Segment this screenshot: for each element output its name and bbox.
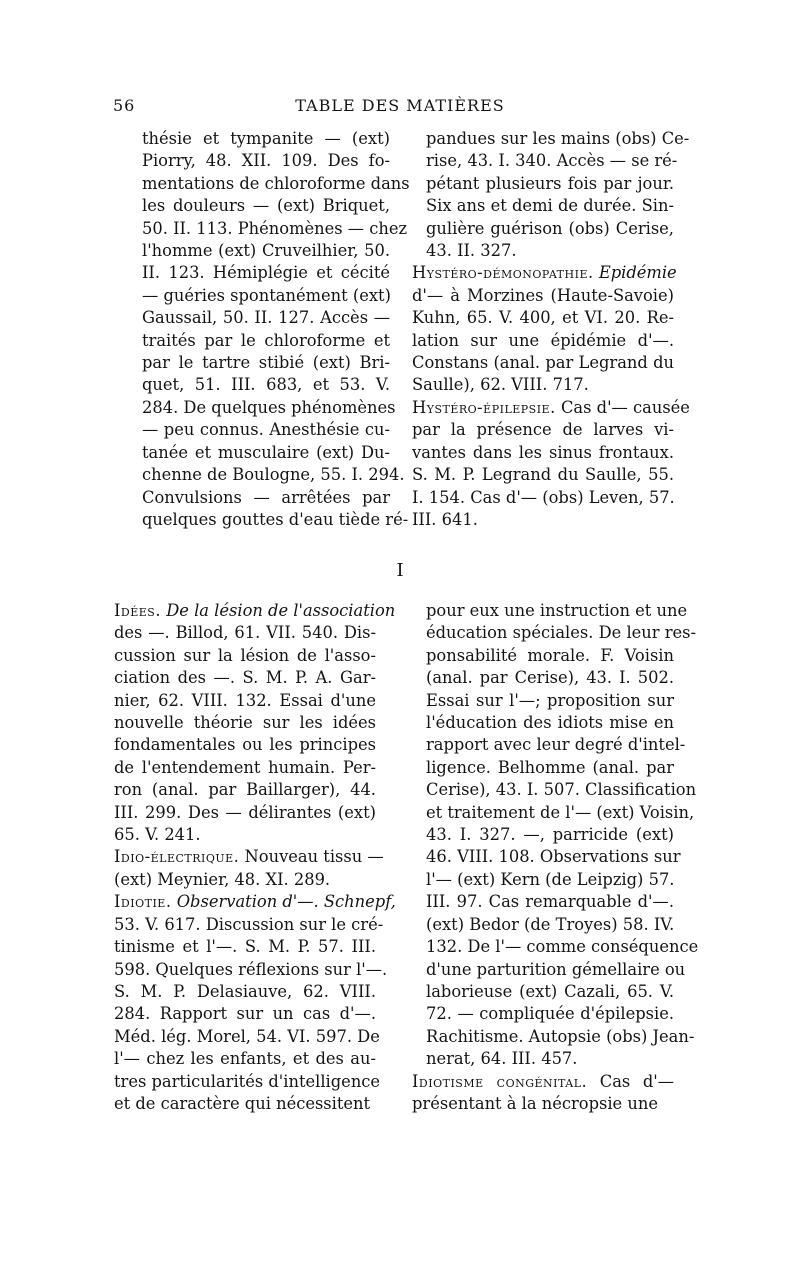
text-line: cussion sur la lésion de l'asso- <box>114 645 376 665</box>
column-bottom-left <box>114 600 396 1115</box>
text-line: 598. Quelques réflexions sur l'—. <box>114 959 388 979</box>
text-line: pétant plusieurs fois par jour. <box>426 173 674 193</box>
text-line: 53. V. 617. Discussion sur le cré- <box>114 914 384 934</box>
text-line: II. 123. Hémiplégie et cécité <box>142 263 390 283</box>
text-line: 284. De quelques phénomènes <box>142 397 396 417</box>
text-line: (anal. par Cerise), 43. I. 502. <box>426 668 674 688</box>
text-line: et de caractère qui nécessitent <box>114 1093 371 1113</box>
text-line: l'éducation des idiots mise en <box>426 713 674 733</box>
text-line: 46. VIII. 108. Observations sur <box>426 847 681 867</box>
column-bottom-right <box>412 600 699 1115</box>
text-line: ron (anal. par Baillarger), 44. <box>114 780 376 800</box>
text-line: traités par le chloroforme et <box>142 330 390 350</box>
text-line: vantes dans les sinus frontaux. <box>412 442 674 462</box>
text-line: III. 641. <box>412 509 478 529</box>
text-line: 43. I. 327. —, parricide (ext) <box>426 825 674 845</box>
text-line: pandues sur les mains (obs) Ce- <box>426 129 690 148</box>
text-line <box>114 846 384 868</box>
entry-idees <box>114 600 396 846</box>
text-line: — guéries spontanément (ext) <box>142 285 391 305</box>
text-line: tanée et musculaire (ext) Du- <box>142 442 390 462</box>
text-line: 72. — compliquée d'épilepsie. <box>426 1004 674 1024</box>
column-top-right <box>412 128 690 531</box>
text-line: rapport avec leur degré d'intel- <box>426 735 686 755</box>
text-line: par le tartre stibié (ext) Bri- <box>142 353 390 373</box>
text-line: S. M. P. Delasiauve, 62. VIII. <box>114 981 376 1001</box>
headword: Idiotisme congénital. <box>412 1071 588 1091</box>
text-line: ponsabilité morale. F. Voisin <box>426 645 674 665</box>
text-line: III. 97. Cas remarquable d'—. <box>426 892 674 912</box>
text-line: d'— à Morzines (Haute-Savoie) <box>412 285 674 305</box>
entry-text: Nouveau tissu — <box>244 847 384 867</box>
text-line: par la présence de larves vi- <box>412 420 674 440</box>
text-line: (ext) Meynier, 48. XI. 289. <box>114 869 331 889</box>
entry-continuation <box>412 600 699 1071</box>
text-line: Convulsions — arrêtées par <box>142 487 390 507</box>
text-line: Cerise), 43. I. 507. Classification <box>426 780 697 800</box>
entry-hystero-demonopathie <box>412 262 677 396</box>
text-line: nouvelle théorie sur les idées <box>114 713 376 733</box>
headword: Idiotie. <box>114 892 172 912</box>
text-line <box>114 891 396 913</box>
entry-idiotisme-congenital <box>412 1071 674 1116</box>
text-line: l'— chez les enfants, et des au- <box>114 1049 376 1069</box>
page-number: 56 <box>113 96 136 115</box>
text-line: thésie et tympanite — (ext) <box>142 129 390 148</box>
text-line: de l'entendement humain. Per- <box>114 757 376 777</box>
text-line: quet, 51. III. 683, et 53. V. <box>142 375 390 395</box>
entry-continuation <box>128 128 410 531</box>
text-line <box>412 262 677 284</box>
text-line: Constans (anal. par Legrand du <box>412 353 674 373</box>
text-line <box>412 397 690 419</box>
text-line: l'homme (ext) Cruveilhier, 50. <box>142 241 390 261</box>
text-line: ligence. Belhomme (anal. par <box>426 757 674 777</box>
text-line: présentant à la nécropsie une <box>412 1093 658 1113</box>
text-line: 132. De l'— comme conséquence <box>426 937 699 957</box>
entry-text: Cas d'— <box>599 1071 674 1091</box>
text-line: 284. Rapport sur un cas d'—. <box>114 1004 376 1024</box>
text-line: Kuhn, 65. V. 400, et VI. 20. Re- <box>412 308 674 328</box>
entry-hystero-epilepsie <box>412 397 690 531</box>
text-line: Essai sur l'—; proposition sur <box>426 690 674 710</box>
entry-text: De la lésion de l'association <box>166 601 396 620</box>
entry-idio-electrique <box>114 846 384 891</box>
text-line: éducation spéciales. De leur res- <box>426 623 697 643</box>
entry-text: Observation d'—. Schnepf, <box>176 892 396 912</box>
text-line: 65. V. 241. <box>114 825 201 845</box>
text-line: l'— (ext) Kern (de Leipzig) 57. <box>426 869 675 889</box>
text-line: chenne de Boulogne, 55. I. 294. <box>142 465 405 485</box>
text-line: S. M. P. Legrand du Saulle, 55. <box>412 465 674 485</box>
text-line: et traitement de l'— (ext) Voisin, <box>426 802 695 822</box>
text-line: lation sur une épidémie d'—. <box>412 330 674 350</box>
text-line: d'une parturition gémellaire ou <box>426 959 686 979</box>
text-line: gulière guérison (obs) Cerise, <box>426 218 674 238</box>
text-line: tinisme et l'—. S. M. P. 57. III. <box>114 937 376 957</box>
text-line: laborieuse (ext) Cazali, 65. V. <box>426 981 674 1001</box>
column-top-left <box>128 128 410 531</box>
entry-text: Cas d'— causée <box>560 397 690 417</box>
text-line: Six ans et demi de durée. Sin- <box>426 196 674 216</box>
text-line: tres particularités d'intelligence <box>114 1071 381 1091</box>
text-line: nier, 62. VIII. 132. Essai d'une <box>114 690 376 710</box>
text-line: I. 154. Cas d'— (obs) Leven, 57. <box>412 487 675 507</box>
entry-text: Epidémie <box>598 263 677 283</box>
text-line: pour eux une instruction et une <box>426 601 688 620</box>
text-line: Piorry, 48. XII. 109. Des fo- <box>142 151 390 171</box>
entry-continuation <box>412 128 690 262</box>
text-line <box>114 600 396 622</box>
text-line: Saulle), 62. VIII. 717. <box>412 375 589 395</box>
text-line: 43. II. 327. <box>426 241 517 261</box>
text-line: Gaussail, 50. II. 127. Accès — <box>142 308 390 328</box>
text-line: III. 299. Des — délirantes (ext) <box>114 802 376 822</box>
text-line: 50. II. 113. Phénomènes — chez <box>142 218 408 238</box>
text-line: des —. Billod, 61. VII. 540. Dis- <box>114 623 376 643</box>
entry-idiotie <box>114 891 396 1115</box>
text-line: fondamentales ou les principes <box>114 735 376 755</box>
text-line: rise, 43. I. 340. Accès — se ré- <box>426 151 678 171</box>
text-line: — peu connus. Anesthésie cu- <box>142 420 390 440</box>
text-line: les douleurs — (ext) Briquet, <box>142 196 390 216</box>
headword: Idio-électrique. <box>114 847 240 867</box>
text-line: nerat, 64. III. 457. <box>426 1049 578 1069</box>
headword: Hystéro-épilepsie. <box>412 397 556 417</box>
text-line: quelques gouttes d'eau tiède ré- <box>142 509 409 529</box>
text-line: (ext) Bedor (de Troyes) 58. IV. <box>426 914 675 934</box>
running-head: TABLE DES MATIÈRES <box>295 96 505 115</box>
text-line: Méd. lég. Morel, 54. VI. 597. De <box>114 1026 380 1046</box>
text-line <box>412 1071 674 1093</box>
section-letter: I <box>396 560 404 581</box>
headword: Hystéro-démonopathie. <box>412 263 594 283</box>
text-line: Rachitisme. Autopsie (obs) Jean- <box>426 1026 695 1046</box>
text-line: ciation des —. S. M. P. A. Gar- <box>114 668 376 688</box>
text-line: mentations de chloroforme dans <box>142 173 410 193</box>
headword: Idées. <box>114 601 162 620</box>
